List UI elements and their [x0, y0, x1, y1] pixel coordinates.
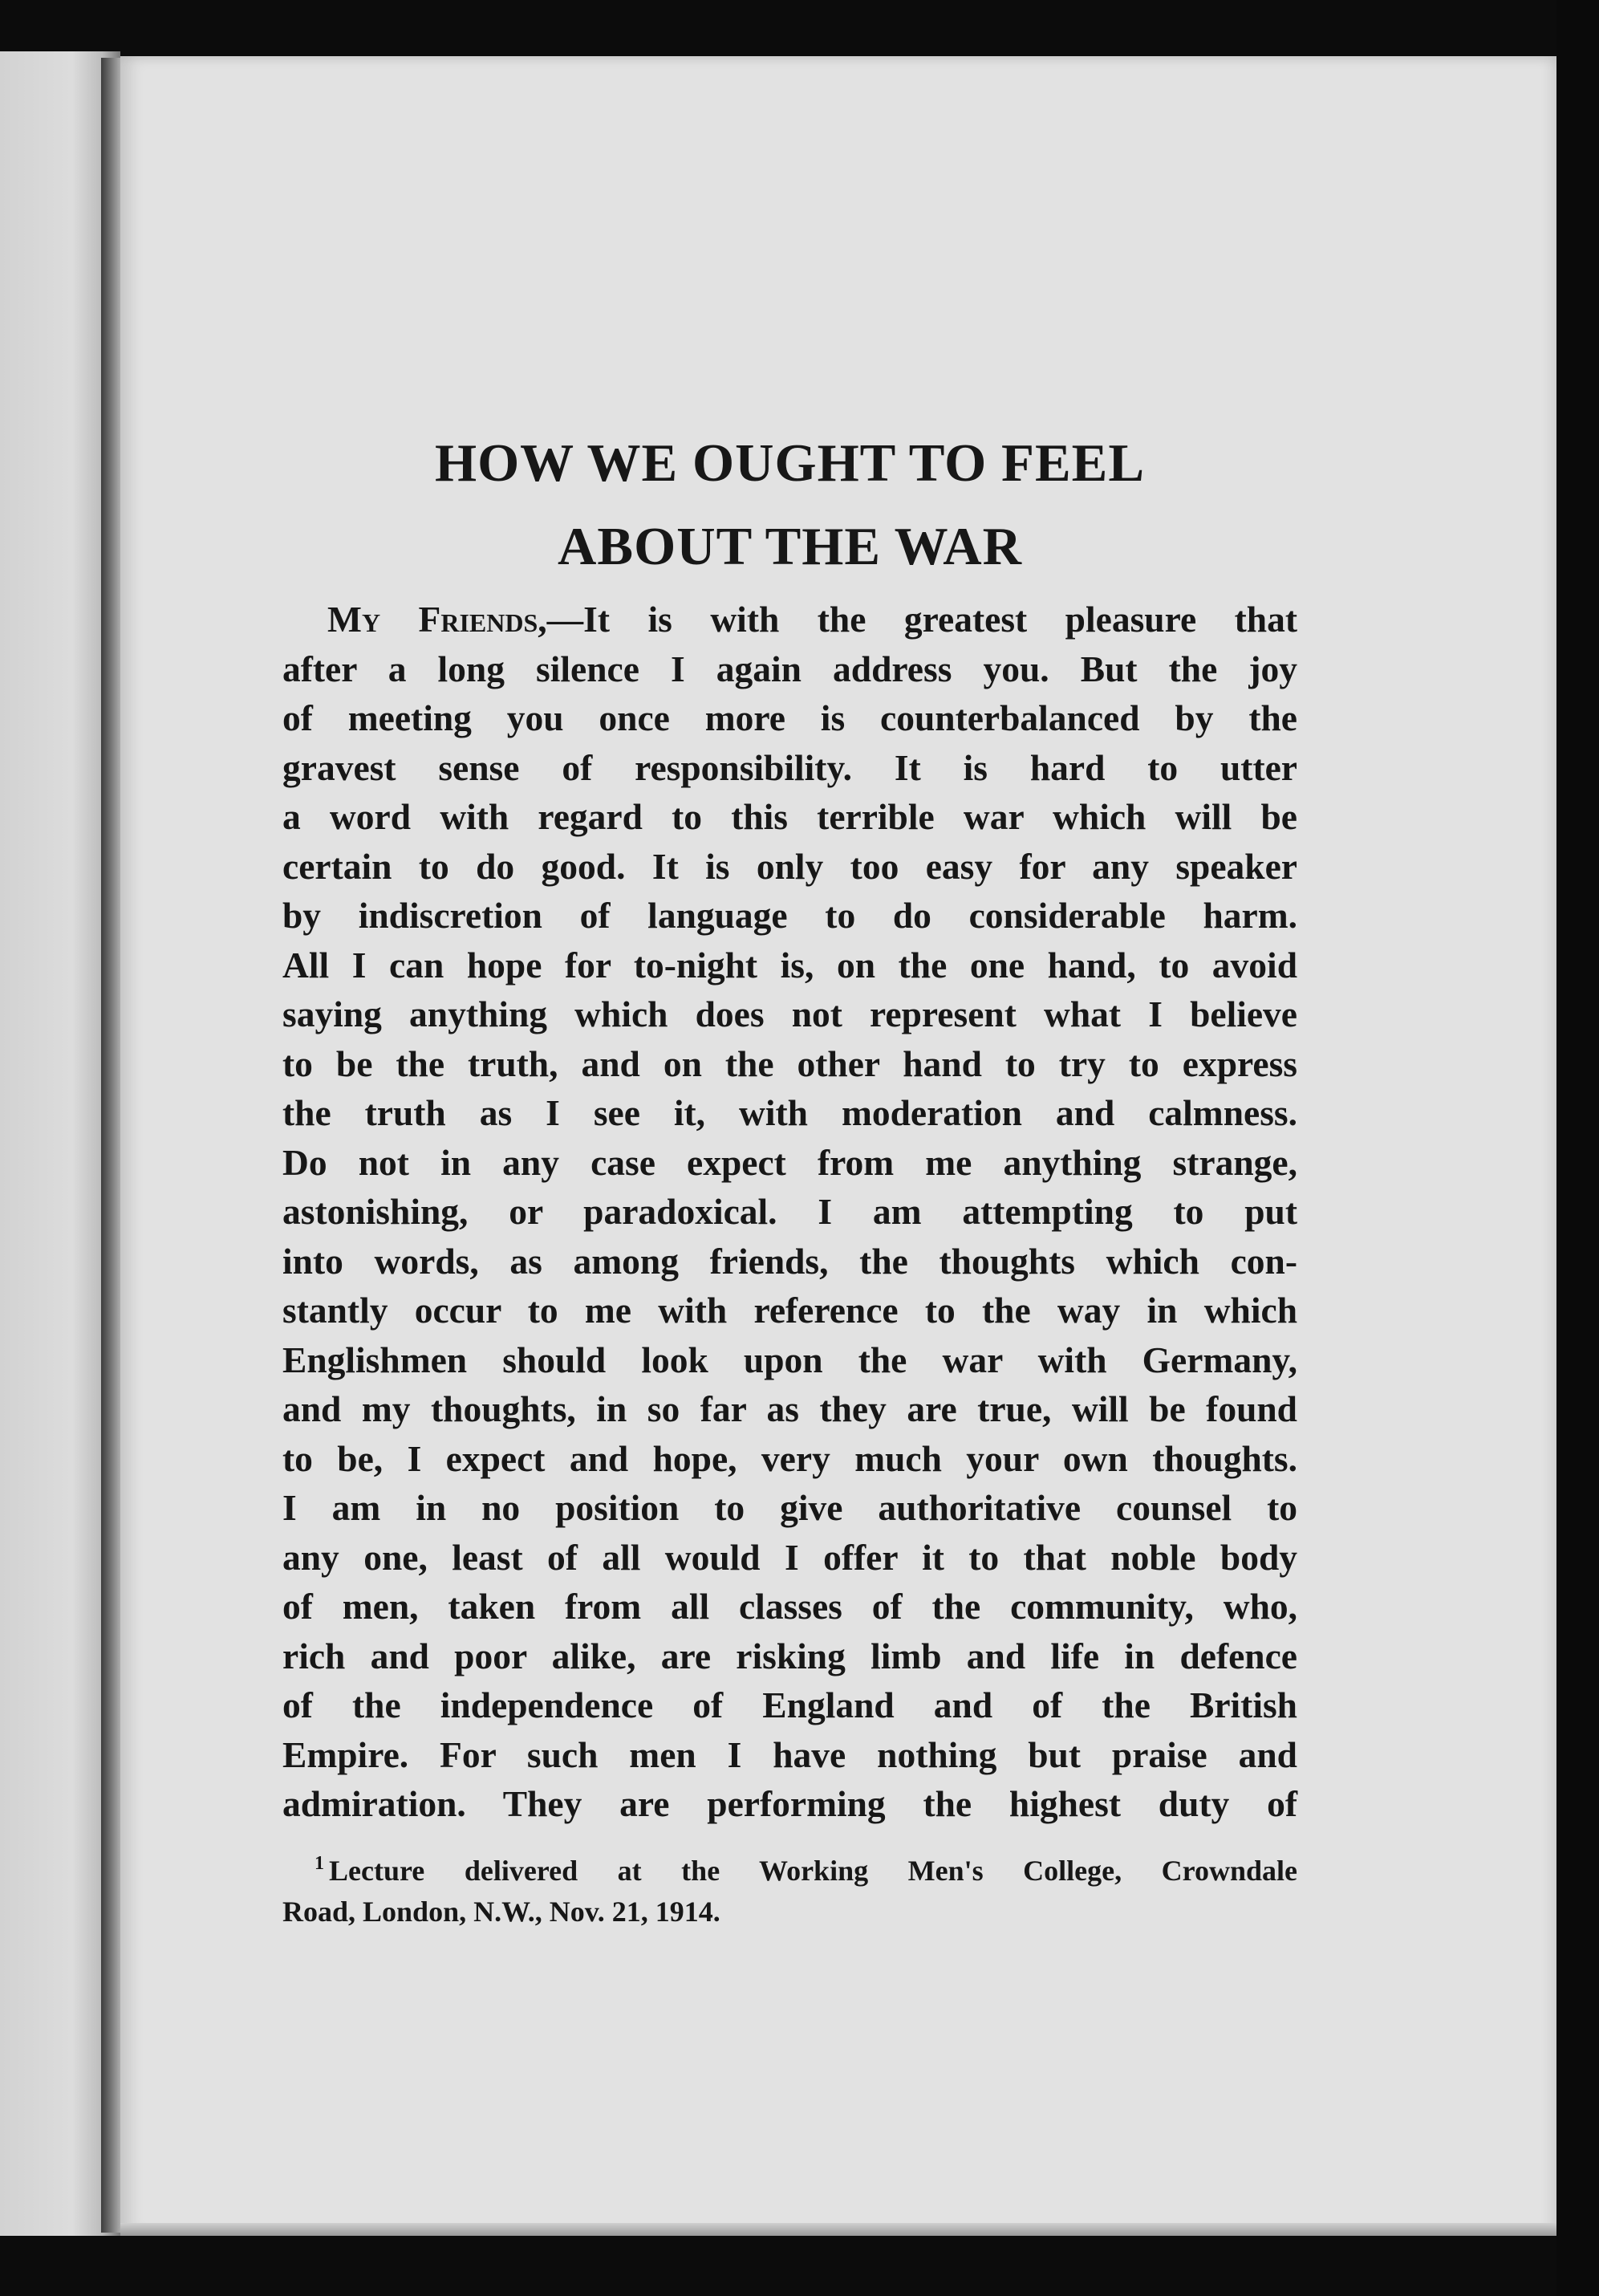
salutation: My Friends,: [327, 599, 547, 640]
body-line: after a long silence I again address you. But the joy: [282, 648, 1297, 689]
body-line: rich and poor alike, are risking limb and life in defence: [282, 1635, 1297, 1676]
body-line: All I can hope for to-night is, on the one hand, to avoid: [282, 944, 1297, 985]
body-line: saying anything which does not represent what I believe: [282, 994, 1297, 1034]
body-line: admiration. They are performing the highest duty of: [282, 1783, 1297, 1824]
body-line: into words, as among friends, the thoughts which con-: [282, 1240, 1297, 1282]
body-line: Englishmen should look upon the war with Germany,: [282, 1339, 1297, 1380]
body-line: to be, I expect and hope, very much your own thoughts.: [282, 1437, 1297, 1479]
body-first-line: [282, 595, 1297, 644]
body-line: Do not in any case expect from me anything strange,: [282, 1141, 1297, 1183]
body-line: of men, taken from all classes of the community, who,: [282, 1586, 1297, 1627]
footnote-line: Road, London, N.W., Nov. 21, 1914.: [282, 1895, 720, 1928]
footnote: [282, 1843, 1297, 1932]
body-line: stantly occur to me with reference to the way in which: [282, 1290, 1297, 1331]
footnote-line: [282, 1843, 1297, 1892]
body-line: I am in no position to give authoritative counsel to: [282, 1487, 1297, 1528]
chapter-title-line: HOW WE OUGHT TO FEEL: [434, 433, 1146, 493]
body-line: the truth as I see it, with moderation and calmness.: [282, 1092, 1297, 1133]
page-text-block: [282, 421, 1297, 1932]
body-line: gravest sense of responsibility. It is hard to utter: [282, 746, 1297, 788]
page-bottom-edge: [120, 2223, 1556, 2236]
body-line: —It is with the greatest pleasure that: [546, 599, 1297, 640]
body-line: certain to do good. It is only too easy for any speaker: [282, 845, 1297, 887]
chapter-title-line: ABOUT THE WAR: [558, 517, 1022, 576]
footnote-marker: 1: [315, 1852, 324, 1874]
chapter-title: [282, 421, 1297, 588]
body-line: of meeting you once more is counterbalanced by the: [282, 697, 1297, 738]
body-line: of the independence of England and of the British: [282, 1684, 1297, 1725]
body-paragraph: [282, 595, 1297, 1829]
body-line: Empire. For such men I have nothing but praise and: [282, 1733, 1297, 1775]
body-line: and my thoughts, in so far as they are true, will be found: [282, 1388, 1297, 1429]
body-line: any one, least of all would I offer it to that noble body: [282, 1536, 1297, 1578]
body-line: a word with regard to this terrible war which will be: [282, 796, 1297, 837]
body-line: astonishing, or paradoxical. I am attempting to put: [282, 1191, 1297, 1232]
body-line: by indiscretion of language to do considerable harm.: [282, 895, 1297, 936]
footnote-text: Lecture delivered at the Working Men's College, Crowndale: [329, 1854, 1297, 1887]
body-line: to be the truth, and on the other hand to try to express: [282, 1042, 1297, 1084]
scan-background: [1556, 0, 1599, 2296]
book-gutter: [101, 58, 122, 2233]
